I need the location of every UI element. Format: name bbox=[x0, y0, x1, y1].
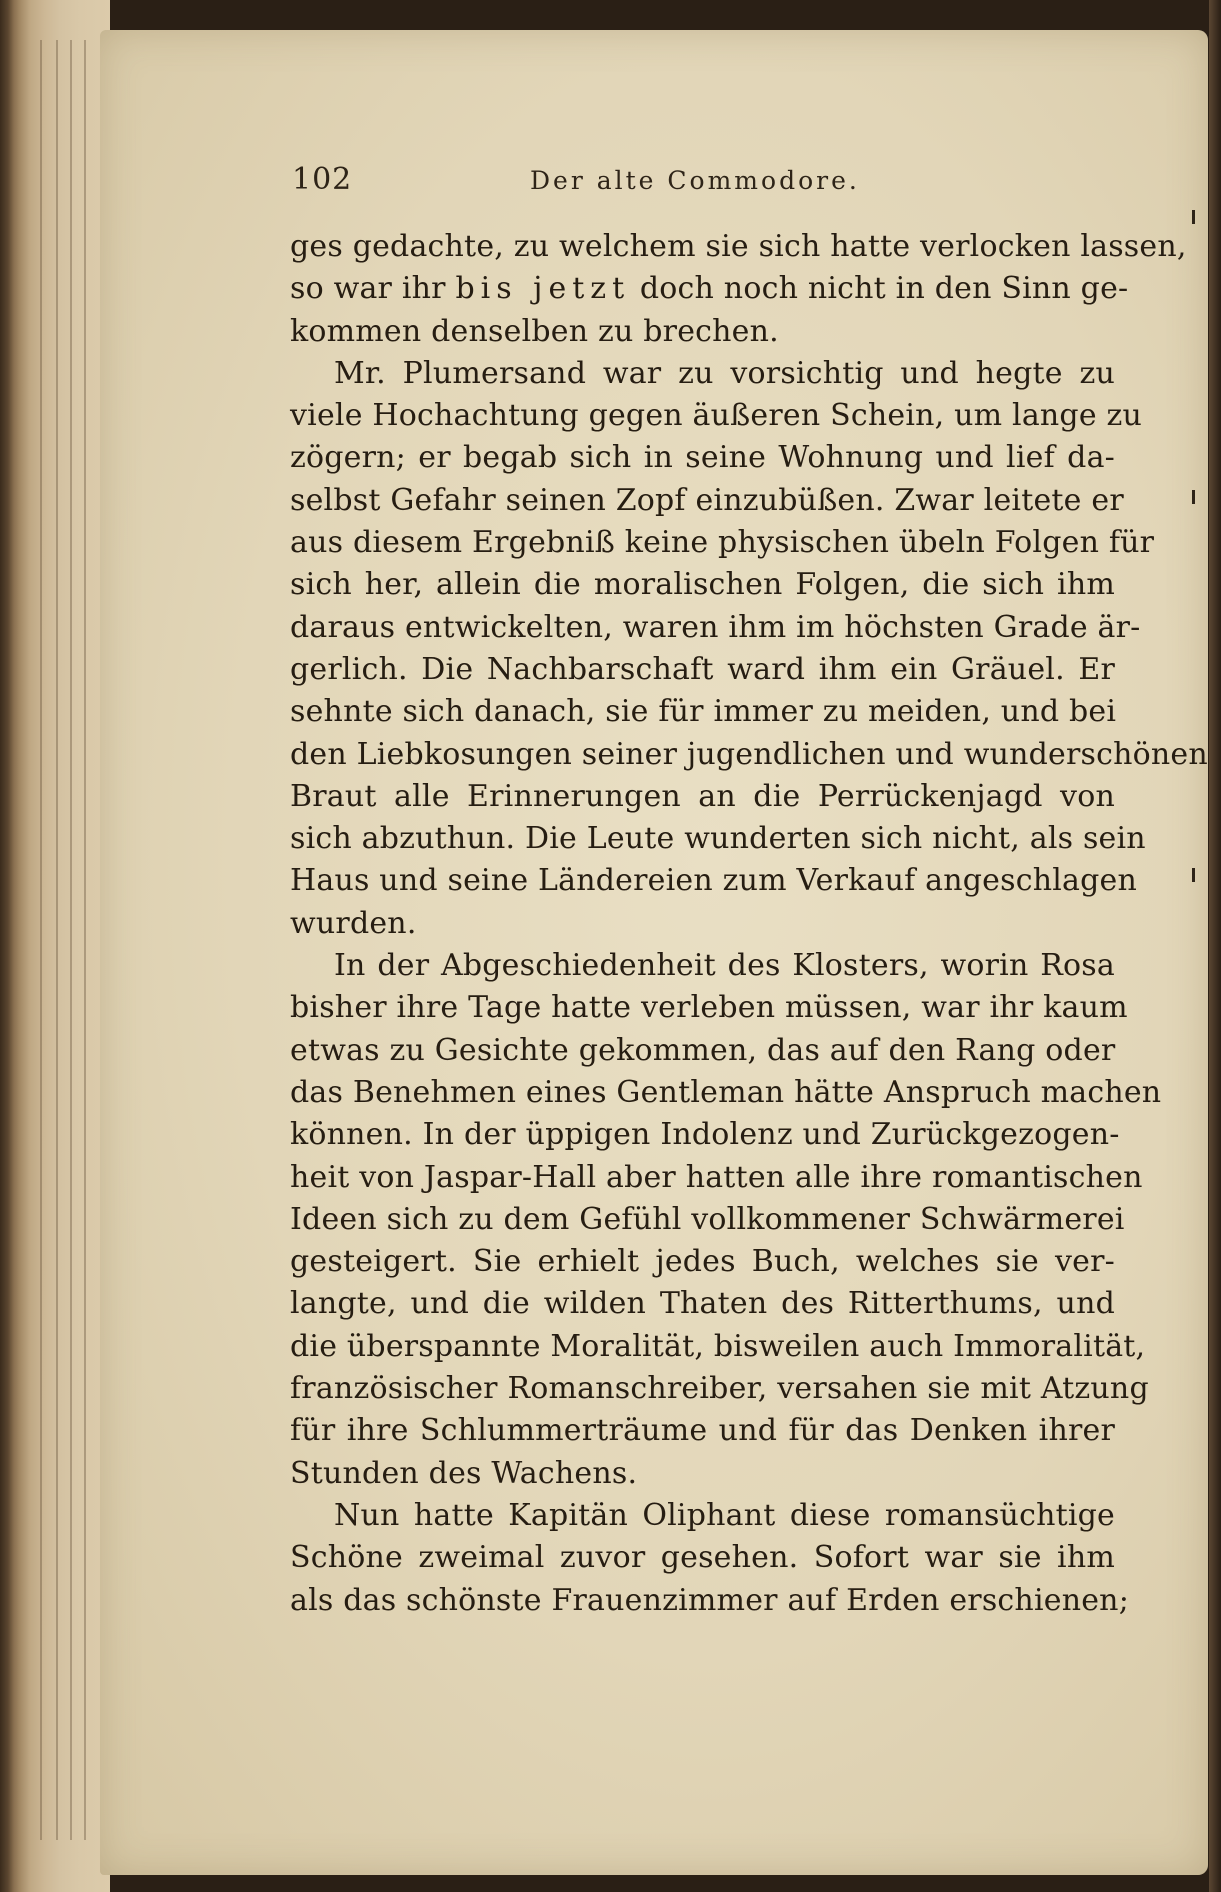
text-line: so war ihr bis jetzt doch noch nicht in den Sinn ge- bbox=[290, 271, 1129, 307]
text-line: etwas zu Gesichte gekommen, das auf den Rang oder bbox=[290, 1032, 1116, 1068]
margin-mark bbox=[1192, 868, 1195, 882]
text-line: daraus entwickelten, waren ihm im höchsten Grade är- bbox=[290, 609, 1141, 645]
text-line: Schöne zweimal zuvor gesehen. Sofort war sie ihm bbox=[290, 1540, 1115, 1576]
margin-mark bbox=[1192, 210, 1195, 224]
text-line: das Benehmen eines Gentleman hätte Anspruch machen bbox=[290, 1074, 1162, 1110]
text-line: viele Hochachtung gegen äußeren Schein, um lange zu bbox=[290, 398, 1143, 434]
text-line: heit von Jaspar-Hall aber hatten alle ihre romantischen bbox=[290, 1159, 1143, 1195]
text-line: bisher ihre Tage hatte verleben müssen, war ihr kaum bbox=[290, 990, 1128, 1026]
text-line: können. In der üppigen Indolenz und Zurückgezogen- bbox=[290, 1117, 1120, 1153]
text-line: In der Abgeschiedenheit des Klosters, worin Rosa bbox=[334, 948, 1115, 984]
page-edge bbox=[40, 40, 42, 1840]
text-line: aus diesem Ergebniß keine physischen übeln Folgen für bbox=[290, 525, 1155, 561]
emphasized-text: bis jetzt bbox=[455, 271, 631, 307]
background-edge bbox=[1209, 0, 1221, 1892]
text-line: als das schönste Frauenzimmer auf Erden erschienen; bbox=[290, 1582, 1130, 1618]
text-line: Nun hatte Kapitän Oliphant diese romansüchtige bbox=[334, 1497, 1115, 1533]
text-line: gesteigert. Sie erhielt jedes Buch, welches sie ver- bbox=[290, 1244, 1115, 1280]
text-line: den Liebkosungen seiner jugendlichen und wunderschönen bbox=[290, 736, 1208, 772]
text-line: die überspannte Moralität, bisweilen auch Immoralität, bbox=[290, 1328, 1146, 1364]
text-line: für ihre Schlummerträume und für das Denken ihrer bbox=[290, 1413, 1115, 1449]
page-edge bbox=[84, 40, 86, 1840]
text-line: ges gedachte, zu welchem sie sich hatte verlocken lassen, bbox=[290, 229, 1187, 264]
running-head: Der alte Commodore. bbox=[530, 166, 860, 195]
margin-mark bbox=[1192, 490, 1195, 504]
text-line: wurden. bbox=[290, 905, 417, 941]
text-line: sich her, allein die moralischen Folgen, die sich ihm bbox=[290, 567, 1115, 603]
text-line: zögern; er begab sich in seine Wohnung und lief da- bbox=[290, 440, 1115, 476]
page-number: 102 bbox=[292, 162, 353, 197]
text-line: selbst Gefahr seinen Zopf einzubüßen. Zwar leitete er bbox=[290, 482, 1124, 518]
page-edge bbox=[70, 40, 72, 1840]
text-line: sehnte sich danach, sie für immer zu meiden, und bei bbox=[290, 694, 1117, 730]
text-line: Haus und seine Ländereien zum Verkauf angeschlagen bbox=[290, 863, 1138, 899]
text-line: Mr. Plumersand war zu vorsichtig und hegte zu bbox=[334, 355, 1115, 391]
page-header bbox=[292, 162, 892, 206]
text-line: Stunden des Wachens. bbox=[290, 1455, 638, 1491]
text-line: kommen denselben zu brechen. bbox=[290, 313, 779, 349]
text-line: französischer Romanschreiber, versahen sie mit Atzung bbox=[290, 1371, 1149, 1407]
text-line: gerlich. Die Nachbarschaft ward ihm ein Gräuel. Er bbox=[290, 651, 1115, 687]
text-line: Braut alle Erinnerungen an die Perrückenjagd von bbox=[290, 778, 1115, 814]
book-page-stack bbox=[0, 0, 110, 1892]
text-line: sich abzuthun. Die Leute wunderten sich nicht, als sein bbox=[290, 821, 1146, 857]
text-line: Ideen sich zu dem Gefühl vollkommener Schwärmerei bbox=[290, 1201, 1125, 1237]
text-line: langte, und die wilden Thaten des Ritterthums, und bbox=[290, 1286, 1115, 1322]
body-text bbox=[290, 226, 1208, 1622]
page-edge bbox=[56, 40, 58, 1840]
